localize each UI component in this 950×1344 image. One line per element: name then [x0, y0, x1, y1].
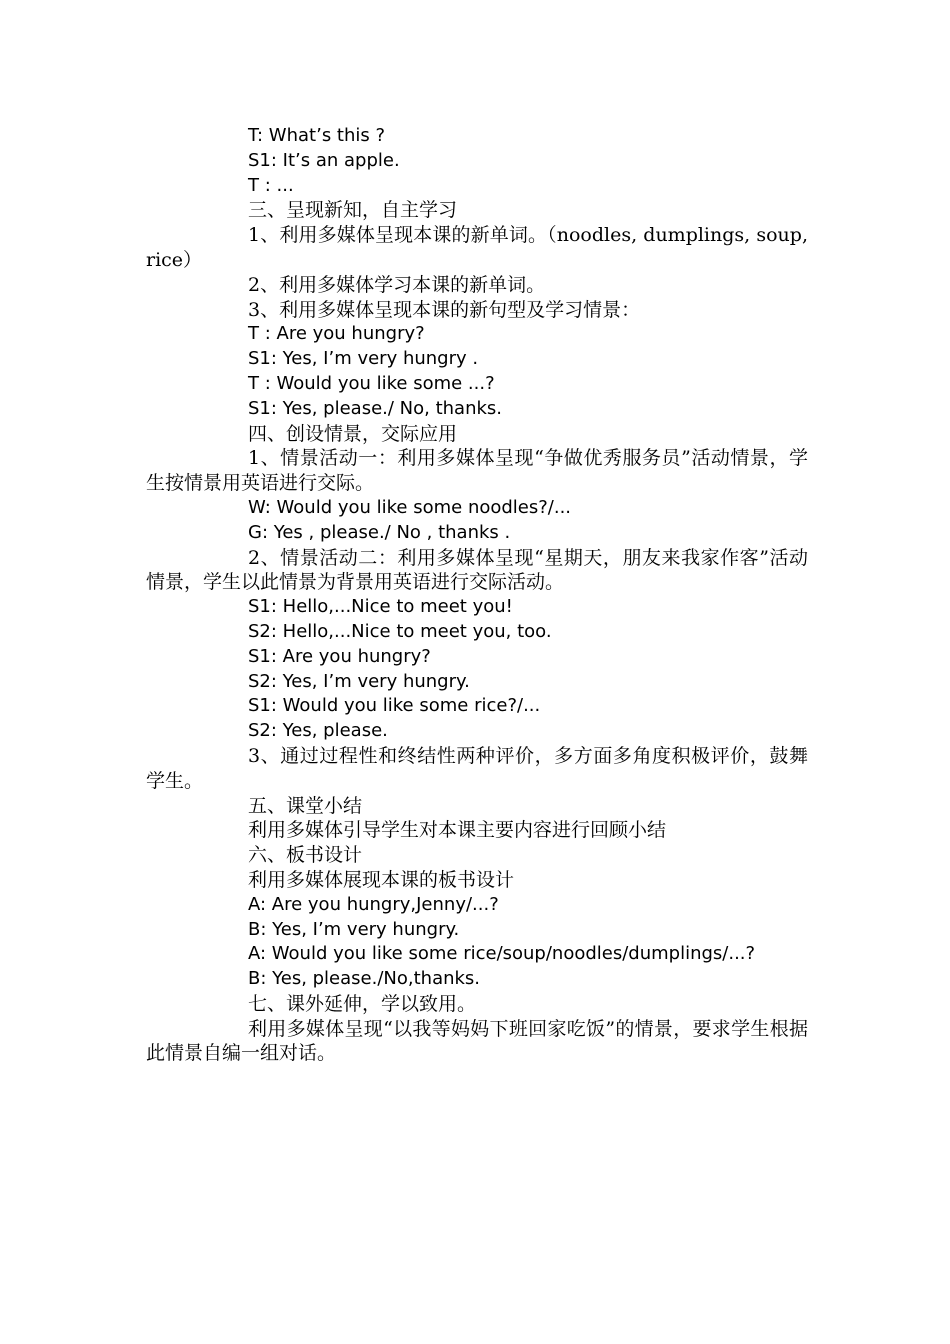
document-body: [146, 124, 808, 1066]
dialogue-line: S2: Hello,...Nice to meet you, too.: [248, 620, 552, 642]
dialogue-line: W: Would you like some noodles?/...: [248, 496, 572, 518]
dialogue-line: S1: Hello,...Nice to meet you!: [248, 596, 513, 618]
dialogue-line: S1: It’s an apple.: [248, 149, 400, 171]
dialogue-line: A: Are you hungry,Jenny/...?: [248, 893, 499, 915]
step-paragraph: 2、情景活动二：利用多媒体呈现“星期天，朋友来我家作客”活动情景，学生以此情景为背景用英语进行交际活动。: [146, 546, 808, 594]
dialogue-line: T : Would you like some ...?: [248, 372, 495, 394]
dialogue-line: B: Yes, please./No,thanks.: [248, 968, 481, 990]
dialogue-line: A: Would you like some rice/soup/noodles/dumplings/...?: [248, 943, 756, 965]
step-line: 利用多媒体引导学生对本课主要内容进行回顾小结: [248, 819, 667, 842]
dialogue-line: S1: Are you hungry?: [248, 645, 431, 667]
section-heading: 五、课堂小结: [248, 794, 363, 817]
section-heading: 三、呈现新知，自主学习: [248, 199, 458, 222]
dialogue-line: G: Yes , please./ No , thanks .: [248, 521, 511, 543]
dialogue-line: S2: Yes, please.: [248, 720, 388, 742]
dialogue-line: S2: Yes, I’m very hungry.: [248, 670, 470, 692]
step-line: 3、利用多媒体呈现本课的新句型及学习情景：: [248, 298, 641, 321]
step-line: 2、利用多媒体学习本课的新单词。: [248, 273, 546, 296]
dialogue-line: S1: Yes, please./ No, thanks.: [248, 397, 503, 419]
step-paragraph: 1、利用多媒体呈现本课的新单词。（noodles, dumplings, soup, rice）: [146, 224, 808, 271]
dialogue-line: S1: Yes, I’m very hungry .: [248, 348, 479, 370]
dialogue-line: T: What’s this ?: [248, 125, 386, 146]
dialogue-line: B: Yes, I’m very hungry.: [248, 918, 460, 940]
step-line: 利用多媒体展现本课的板书设计: [248, 868, 515, 891]
step-paragraph: 1、情景活动一：利用多媒体呈现“争做优秀服务员”活动情景，学生按情景用英语进行交际。: [146, 447, 808, 495]
section-heading: 六、板书设计: [248, 844, 363, 867]
section-heading: 四、创设情景，交际应用: [248, 422, 458, 445]
step-paragraph: 3、通过过程性和终结性两种评价，多方面多角度积极评价，鼓舞学生。: [146, 744, 808, 792]
step-paragraph: 利用多媒体呈现“以我等妈妈下班回家吃饭”的情景，要求学生根据此情景自编一组对话。: [146, 1017, 808, 1065]
dialogue-line: T : ...: [248, 174, 294, 196]
dialogue-line: T : Are you hungry?: [248, 323, 425, 345]
section-heading: 七、课外延伸，学以致用。: [248, 992, 477, 1015]
dialogue-line: S1: Would you like some rice?/...: [248, 695, 541, 717]
